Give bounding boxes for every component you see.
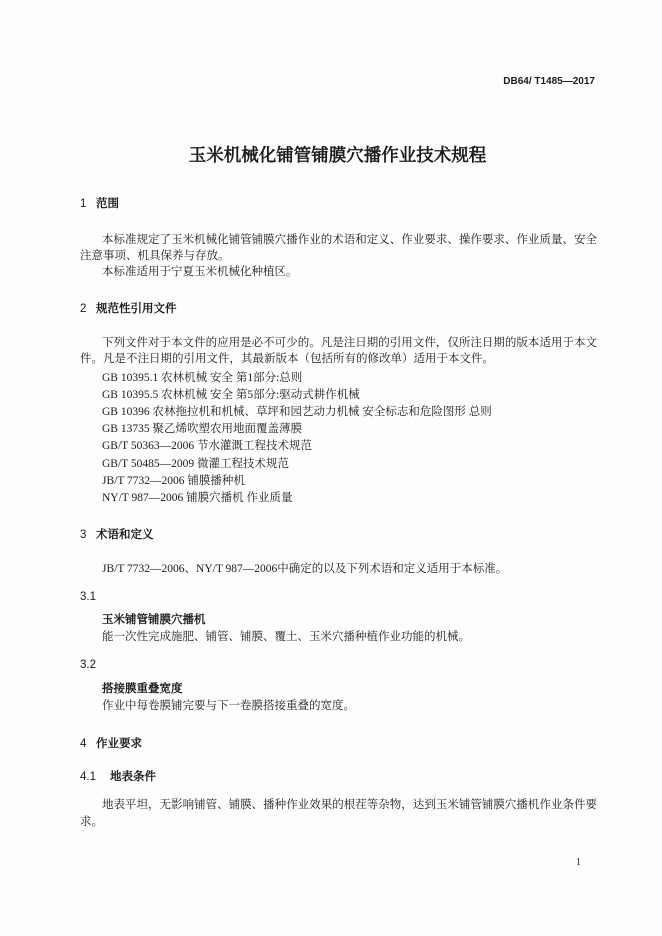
- section-number: 1: [80, 198, 87, 210]
- section-number: 3: [80, 529, 87, 541]
- paragraph-line: 注意事项、机具保养与存放。: [80, 250, 230, 262]
- term-name: 搭接膜重叠宽度: [102, 683, 183, 695]
- reference-item: GB 10395.1 农林机械 安全 第1部分:总则: [102, 372, 303, 384]
- reference-item: GB/T 50363—2006 节水灌溉工程技术规范: [102, 440, 312, 452]
- section-title: 范围: [96, 198, 119, 210]
- clause-number: 3.2: [80, 659, 96, 671]
- paragraph-line: 下列文件对于本文件的应用是必不可少的。凡是注日期的引用文件，仅所注日期的版本适用于本文: [102, 337, 597, 349]
- reference-item: JB/T 7732—2006 铺膜播种机: [102, 475, 245, 487]
- reference-item: GB/T 50485—2009 微灌工程技术规范: [102, 458, 289, 470]
- section-heading-requirements: [80, 736, 142, 752]
- term-definition: 作业中每卷膜铺完要与下一卷膜搭接重叠的宽度。: [102, 700, 355, 712]
- subsection-heading-surface-conditions: [80, 769, 156, 785]
- document-title: 玉米机械化铺管铺膜穴播作业技术规程: [188, 145, 487, 165]
- term-name: 玉米铺管铺膜穴播机: [102, 614, 206, 626]
- paragraph-line: 地表平坦，无影响铺管、铺膜、播种作业效果的根茬等杂物，达到玉米铺管铺膜穴播机作业条件要: [102, 799, 597, 811]
- reference-item: GB 10395.5 农林机械 安全 第5部分:驱动式耕作机械: [102, 389, 360, 401]
- section-heading-references: [80, 301, 177, 317]
- term-definition: 能一次性完成施肥、铺管、铺膜、覆土、玉米穴播种植作业功能的机械。: [102, 631, 470, 643]
- section-heading-scope: [80, 196, 119, 212]
- section-number: 4: [80, 738, 87, 750]
- section-number: 2: [80, 303, 87, 315]
- paragraph-line: 件。凡是不注日期的引用文件，其最新版本（包括所有的修改单）适用于本文件。: [80, 353, 494, 365]
- reference-item: GB 10396 农林拖拉机和机械、草坪和园艺动力机械 安全标志和危险图形 总则: [102, 406, 492, 418]
- paragraph-line: JB/T 7732—2006、NY/T 987—2006中确定的以及下列术语和定义适用于本标准。: [102, 563, 508, 575]
- subsection-title: 地表条件: [110, 771, 156, 783]
- section-title: 作业要求: [96, 738, 142, 750]
- section-heading-terms: [80, 527, 154, 543]
- paragraph-line: 本标准规定了玉米机械化铺管铺膜穴播作业的术语和定义、作业要求、操作要求、作业质量、安全: [102, 234, 597, 246]
- section-title: 术语和定义: [96, 529, 154, 541]
- clause-number: 3.1: [80, 591, 96, 603]
- page-number: 1: [576, 857, 581, 868]
- subsection-number: 4.1: [80, 771, 96, 783]
- section-title: 规范性引用文件: [96, 303, 177, 315]
- standard-number: DB64/ T1485—2017: [503, 76, 595, 87]
- paragraph-line: 求。: [80, 816, 103, 828]
- reference-item: NY/T 987—2006 铺膜穴播机 作业质量: [102, 492, 293, 504]
- paragraph-line: 本标准适用于宁夏玉米机械化种植区。: [102, 266, 298, 278]
- reference-item: GB 13735 聚乙烯吹塑农用地面覆盖薄膜: [102, 423, 302, 435]
